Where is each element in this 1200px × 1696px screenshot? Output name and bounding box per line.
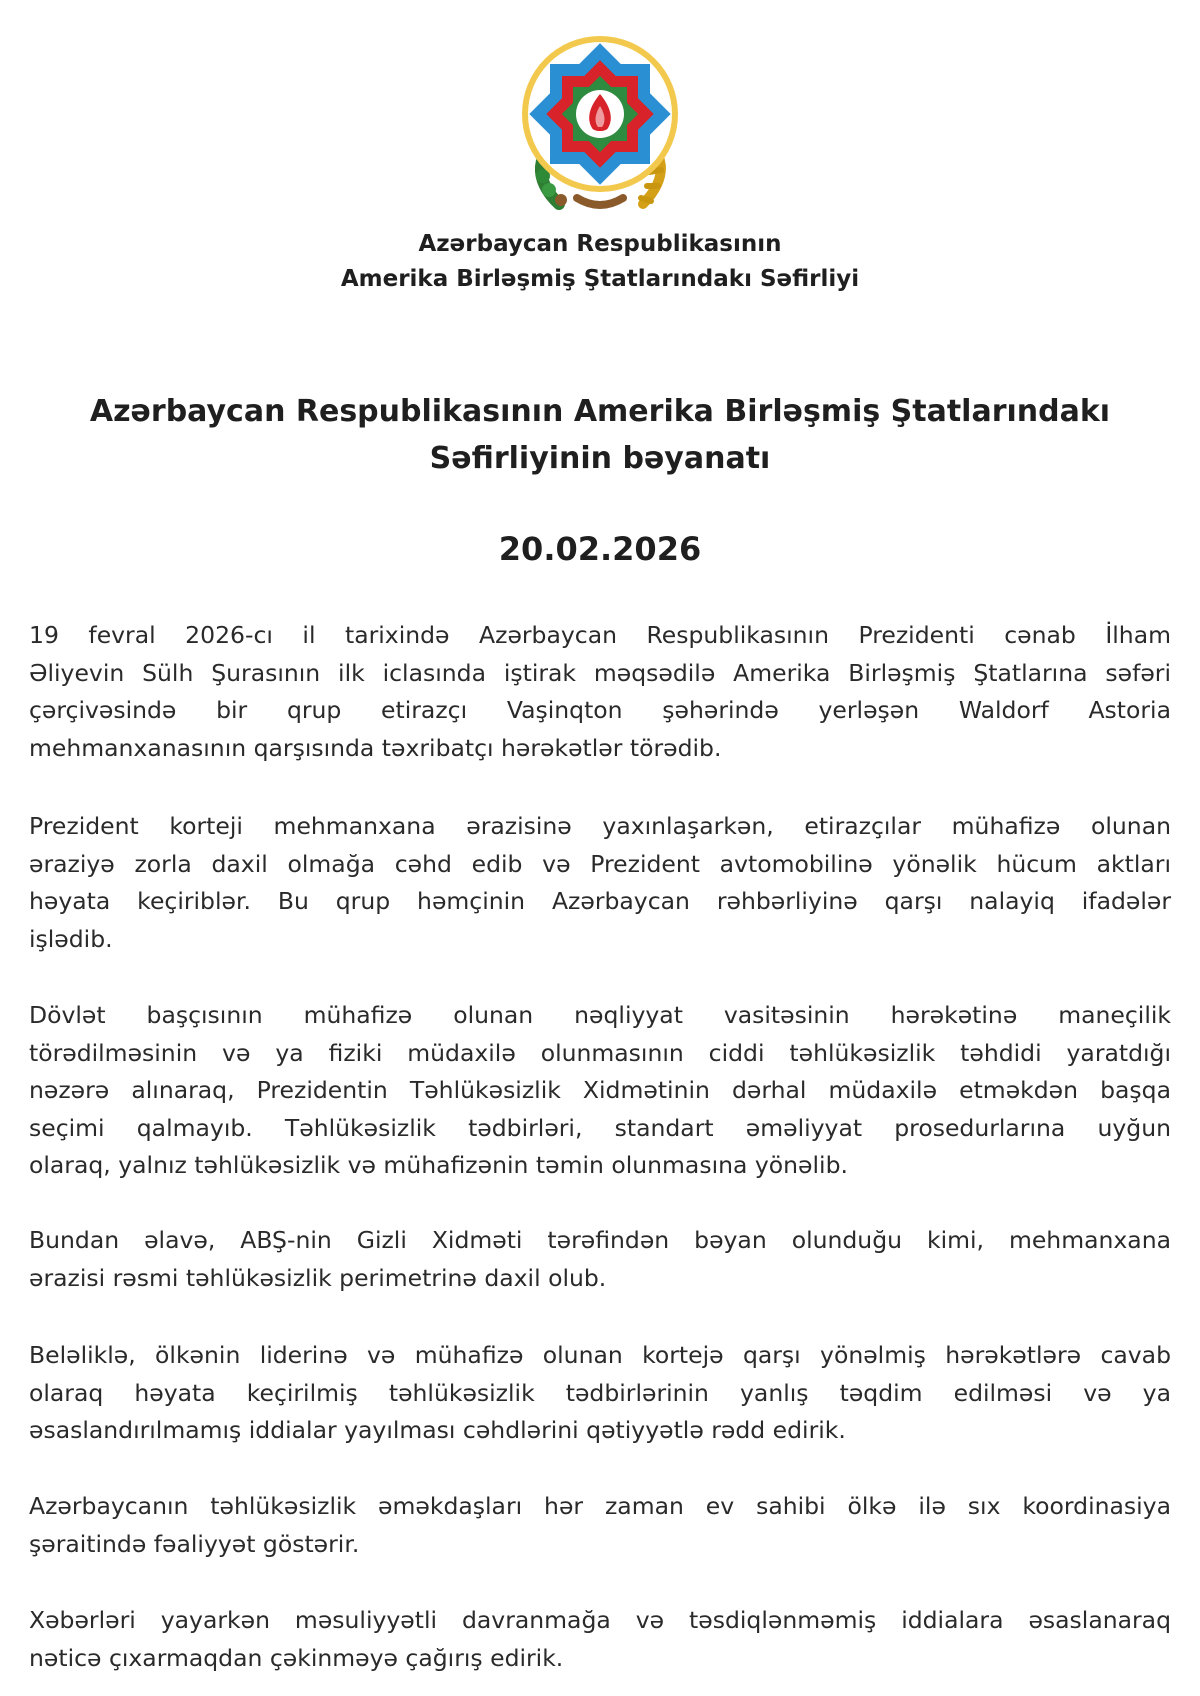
paragraph-line: törədilməsinin və ya fiziki müdaxilə olunmasının ciddi təhlükəsizlik təhdidi yaratdığı: [29, 1038, 1171, 1067]
statement-title-line2: Səfirliyinin bəyanatı: [429, 441, 771, 476]
paragraph-line: əraziyə zorla daxil olmağa cəhd edib və Prezident avtomobilinə yönəlik hücum aktları: [29, 849, 1171, 878]
paragraph-2: [29, 808, 1171, 958]
paragraph-line: seçimi qalmayıb. Təhlükəsizlik tədbirləri, standart əməliyyat prosedurlarına uyğun: [29, 1113, 1171, 1142]
paragraph-4: [29, 1222, 1171, 1297]
paragraph-1: [29, 617, 1171, 767]
paragraph-line: olaraq, yalnız təhlükəsizlik və mühafizənin təmin olunmasına yönəlib.: [29, 1151, 848, 1179]
paragraph-line: Xəbərləri yayarkən məsuliyyətli davranmağa və təsdiqlənməmiş iddialara əsaslanaraq: [29, 1606, 1171, 1634]
embassy-name-line2: Amerika Birləşmiş Ştatlarındakı Səfirliyi: [340, 266, 860, 292]
paragraph-line: çərçivəsində bir qrup etirazçı Vaşinqton şəhərində yerləşən Waldorf Astoria: [29, 696, 1171, 724]
paragraph-line: həyata keçiriblər. Bu qrup həmçinin Azərbaycan rəhbərliyinə qarşı nalayiq ifadələr: [29, 887, 1171, 915]
statement-date: 20.02.2026: [498, 530, 702, 568]
paragraph-line: Azərbaycanın təhlükəsizlik əməkdaşları hər zaman ev sahibi ölkə ilə sıx koordinasiya: [29, 1492, 1171, 1520]
paragraph-6: [29, 1488, 1171, 1563]
statement-title: [0, 388, 1200, 482]
paragraph-line: mehmanxanasının qarşısında təxribatçı hərəkətlər törədib.: [29, 733, 722, 762]
azerbaijan-state-emblem: [517, 28, 683, 214]
paragraph-5: [29, 1337, 1171, 1450]
paragraph-line: Bundan əlavə, ABŞ-nin Gizli Xidməti tərəfindən bəyan olunduğu kimi, mehmanxana: [29, 1226, 1171, 1254]
paragraph-line: nəticə çıxarmaqdan çəkinməyə çağırış edirik.: [29, 1643, 564, 1672]
paragraph-line: Dövlət başçısının mühafizə olunan nəqliyyat vasitəsinin hərəkətinə maneçilik: [29, 1001, 1171, 1029]
paragraph-line: işlədib.: [29, 924, 113, 953]
embassy-name: [0, 227, 1200, 297]
paragraph-line: olaraq həyata keçirilmiş təhlükəsizlik tədbirlərinin yanlış təqdim edilməsi və ya: [29, 1378, 1171, 1407]
paragraph-line: əsaslandırılmamış iddialar yayılması cəhdlərini qətiyyətlə rədd edirik.: [29, 1416, 846, 1444]
paragraph-line: Prezident korteji mehmanxana ərazisinə yaxınlaşarkən, etirazçılar mühafizə olunan: [29, 812, 1171, 840]
emblem-icon: [517, 28, 683, 214]
paragraph-line: ərazisi rəsmi təhlükəsizlik perimetrinə daxil olub.: [29, 1263, 607, 1292]
statement-title-line1: Azərbaycan Respublikasının Amerika Birləşmiş Ştatlarındakı: [89, 394, 1111, 429]
paragraph-7: [29, 1602, 1171, 1677]
paragraph-line: Beləliklə, ölkənin liderinə və mühafizə olunan korteјə qarşı yönəlmiş hərəkətlərə cavab: [29, 1341, 1171, 1369]
paragraph-3: [29, 997, 1171, 1185]
paragraph-line: 19 fevral 2026-cı il tarixində Azərbaycan Respublikasının Prezidenti cənab İlham: [29, 621, 1171, 649]
paragraph-line: şəraitində fəaliyyət göstərir.: [29, 1529, 360, 1558]
paragraph-line: nəzərə alınaraq, Prezidentin Təhlükəsizlik Xidmətinin dərhal müdaxilə etməkdən başqa: [29, 1076, 1171, 1104]
embassy-name-line1: Azərbaycan Respublikasının: [418, 231, 782, 257]
paragraph-line: Əliyevin Sülh Şurasının ilk iclasında iştirak məqsədilə Amerika Birləşmiş Ştatlarına səfəri: [29, 658, 1171, 687]
